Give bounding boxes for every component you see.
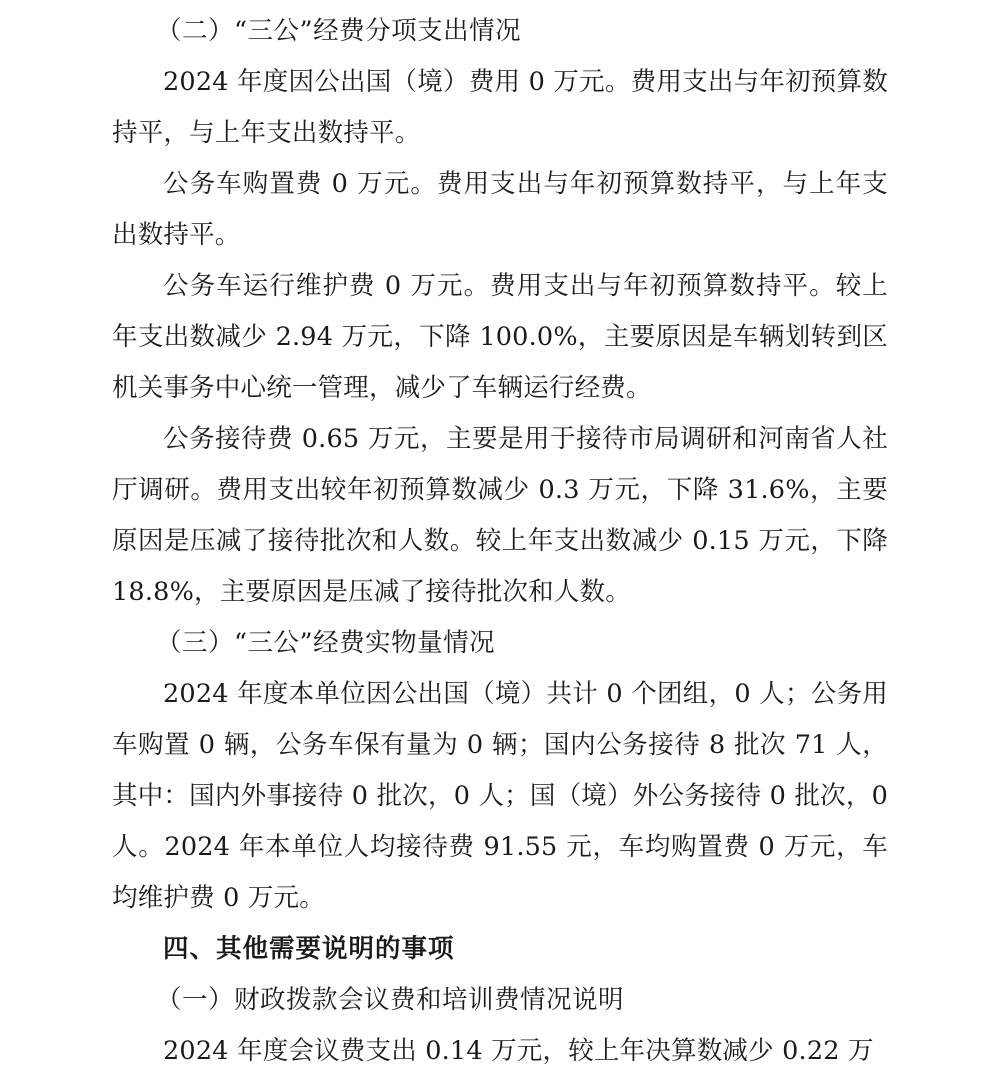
section-heading-four-one: （一）财政拨款会议费和培训费情况说明: [156, 985, 625, 1015]
paragraph-official-reception: 公务接待费 0.65 万元，主要是用于接待市局调研和河南省人社厅调研。费用支出较年初预算数减少 0.3 万元，下降 31.6%，主要原因是压减了接待批次和人数。较上年支出数减少 0.15 万元，下降 18.8%，主要原因是压减了接待批次和人数。: [112, 424, 888, 607]
paragraph-abroad-expense: 2024 年度因公出国（境）费用 0 万元。费用支出与年初预算数持平，与上年支出数持平。: [112, 67, 888, 148]
paragraph-meeting-training-expense: 2024 年度会议费支出 0.14 万元，较上年决算数减少 0.22 万: [163, 1036, 874, 1066]
section-heading-two: （二）“三公”经费分项支出情况: [156, 16, 522, 46]
paragraph-physical-quantity: 2024 年度本单位因公出国（境）共计 0 个团组，0 人；公务用车购置 0 辆，公务车保有量为 0 辆；国内公务接待 8 批次 71 人，其中：国内外事接待 0 批次，0 人；国（境）外公务接待 0 批次，0 人。2024 年本单位人均接待费 91.55 元，车均购置费 0 万元，车均维护费 0 万元。: [112, 679, 888, 913]
paragraph-vehicle-purchase: 公务车购置费 0 万元。费用支出与年初预算数持平，与上年支出数持平。: [112, 169, 888, 250]
section-heading-three: （三）“三公”经费实物量情况: [156, 628, 496, 658]
section-heading-four: 四、其他需要说明的事项: [163, 934, 455, 964]
paragraph-vehicle-operation: 公务车运行维护费 0 万元。费用支出与年初预算数持平。较上年支出数减少 2.94 万元，下降 100.0%，主要原因是车辆划转到区机关事务中心统一管理，减少了车辆运行经费。: [112, 271, 888, 403]
